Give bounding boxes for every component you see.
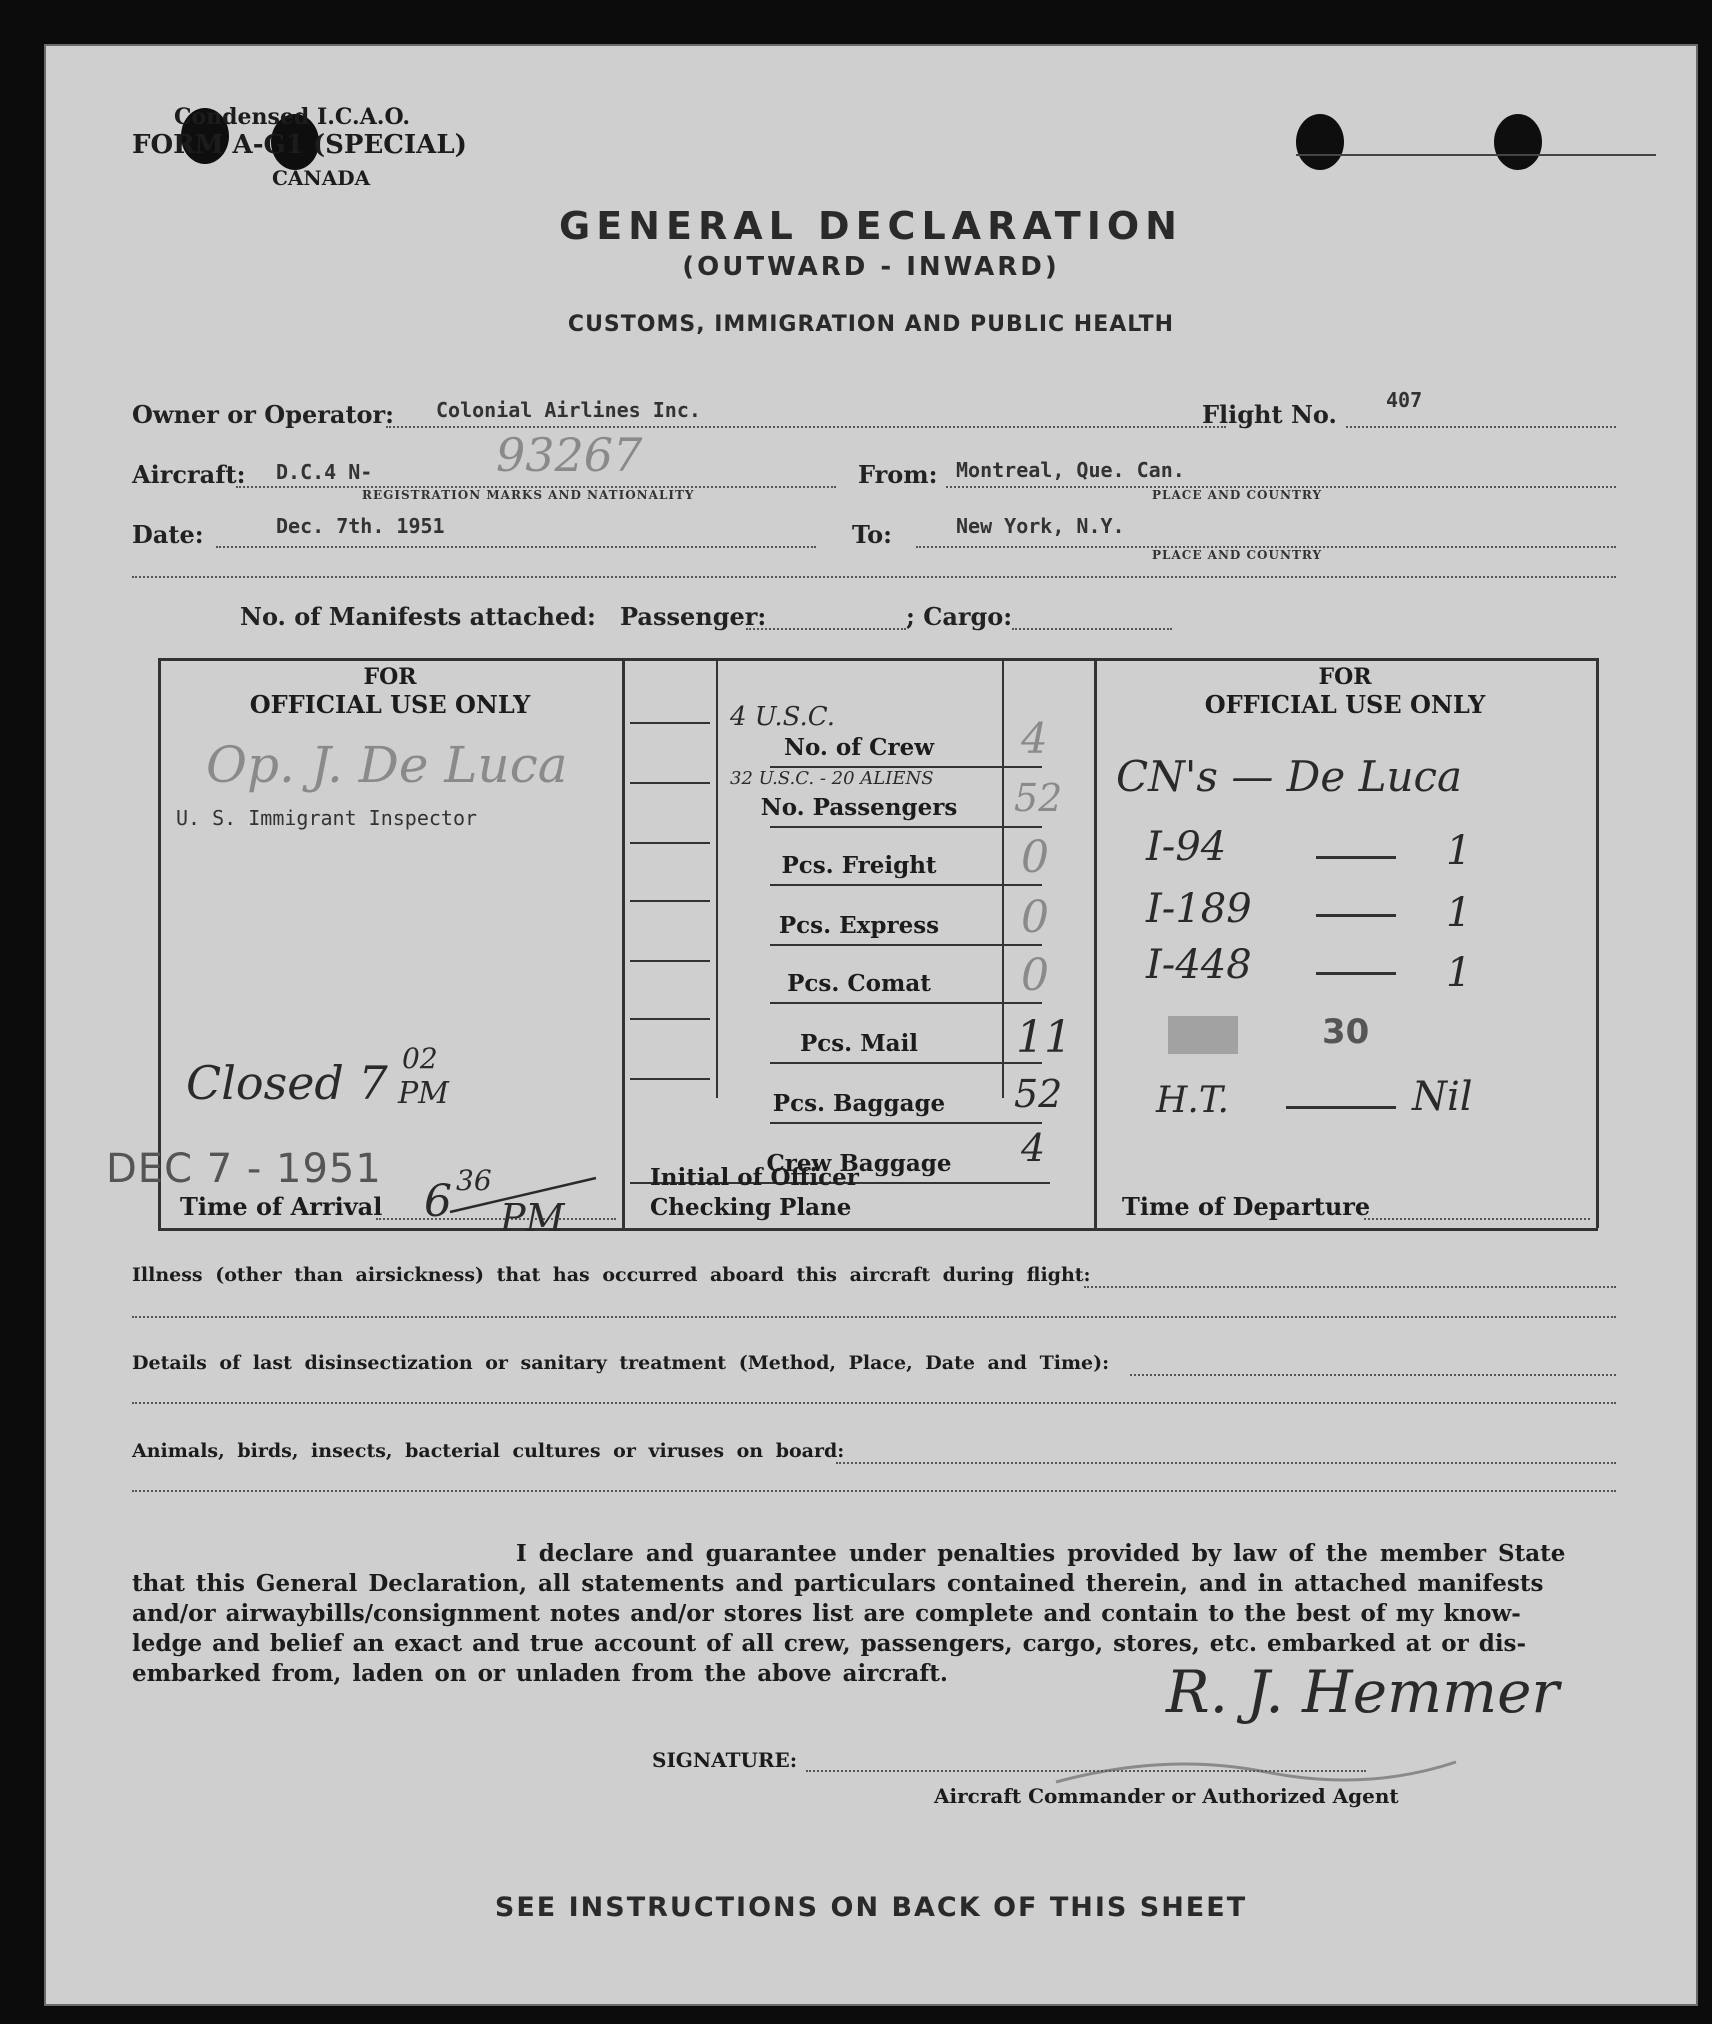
left-official-header-1: FOR <box>363 664 417 690</box>
table-left-border <box>158 658 161 1228</box>
footer-instructions: SEE INSTRUCTIONS ON BACK OF THIS SHEET <box>494 1892 1248 1923</box>
page-title: GENERAL DECLARATION <box>559 204 1183 248</box>
table-top-border <box>158 658 1598 661</box>
row-label-crew: No. of Crew <box>783 734 935 761</box>
value-comat: 0 <box>1021 950 1049 1001</box>
to-value: New York, N.Y. <box>956 514 1125 538</box>
date-label: Date: <box>132 520 204 549</box>
commander-signature: R. J. Hemmer <box>1166 1658 1560 1726</box>
stamp-number: 30 <box>1322 1012 1370 1052</box>
row-label-express: Pcs. Express <box>778 912 940 939</box>
value-mail: 11 <box>1016 1012 1072 1063</box>
disinsect-label: Details of last disinsectization or sanitary treatment (Method, Place, Date and Time): <box>132 1352 1110 1374</box>
aircraft-value: D.C.4 N- <box>276 460 373 484</box>
registration-caption: REGISTRATION MARKS AND NATIONALITY <box>362 488 695 502</box>
crew-annotation: 4 U.S.C. <box>730 702 835 732</box>
arrival-minutes: 36 <box>456 1164 492 1197</box>
passengers-annotation: 32 U.S.C. - 20 ALIENS <box>730 768 934 789</box>
table-right-border <box>1596 658 1599 1228</box>
form-i189-count: 1 <box>1446 890 1472 936</box>
row-label-comat: Pcs. Comat <box>787 970 931 997</box>
value-express: 0 <box>1021 892 1049 943</box>
closed-time-pm: PM <box>398 1076 449 1111</box>
declaration-line-1: I declare and guarantee under penalties provided by law of the member State <box>516 1540 1566 1567</box>
value-baggage: 52 <box>1014 1072 1063 1116</box>
form-line-1: Condensed I.C.A.O. <box>174 104 410 130</box>
form-line-3: CANADA <box>272 166 371 190</box>
date-value: Dec. 7th. 1951 <box>276 514 445 538</box>
declaration-line-5: embarked from, laden on or unladen from the above aircraft. <box>132 1660 948 1687</box>
owner-label: Owner or Operator: <box>132 400 395 429</box>
declaration-sheet <box>44 44 1698 2006</box>
right-official-header-1: FOR <box>1318 664 1372 690</box>
inspector-signature: Op. J. De Luca <box>206 736 568 794</box>
arrival-hour: 6 <box>424 1176 452 1227</box>
place-caption-1: PLACE AND COUNTRY <box>1152 488 1323 502</box>
form-i448: I-448 <box>1146 942 1252 988</box>
table-bottom-border <box>158 1228 1598 1231</box>
page-subtitle: (OUTWARD - INWARD) <box>682 252 1060 282</box>
closed-time-minutes: 02 <box>402 1042 438 1075</box>
manifest-cargo-label: ; Cargo: <box>906 602 1013 631</box>
value-passengers: 52 <box>1014 776 1063 820</box>
row-label-crew-baggage: Crew Baggage <box>766 1150 952 1177</box>
value-freight: 0 <box>1021 832 1049 883</box>
date-stamp: DEC 7 - 1951 <box>106 1146 382 1192</box>
flight-label: Flight No. <box>1202 400 1337 429</box>
declaration-line-2: that this General Declaration, all statements and particulars contained therein, and in attached manifests <box>132 1570 1544 1597</box>
punch-hole <box>1494 114 1542 170</box>
aircraft-label: Aircraft: <box>132 460 246 489</box>
right-note: CN's — De Luca <box>1116 752 1463 801</box>
departure-label: Time of Departure <box>1122 1192 1371 1221</box>
header-rule <box>1296 154 1656 156</box>
closed-time: Closed 7 <box>186 1056 388 1110</box>
signature-label: SIGNATURE: <box>652 1748 798 1772</box>
to-label: To: <box>852 520 892 549</box>
left-official-header-2: OFFICIAL USE ONLY <box>249 690 531 719</box>
row-label-freight: Pcs. Freight <box>781 852 937 879</box>
declaration-line-3: and/or airwaybills/consignment notes and/or stores list are complete and contain to the best of my know- <box>132 1600 1521 1627</box>
inspector-title: U. S. Immigrant Inspector <box>176 806 478 830</box>
row-label-mail: Pcs. Mail <box>799 1030 919 1057</box>
manifest-passenger-label: Passenger: <box>620 602 767 631</box>
from-label: From: <box>858 460 938 489</box>
place-caption-2: PLACE AND COUNTRY <box>1152 548 1323 562</box>
value-crew-baggage: 4 <box>1021 1126 1046 1170</box>
right-official-header-2: OFFICIAL USE ONLY <box>1204 690 1486 719</box>
ht-label: H.T. <box>1156 1080 1230 1121</box>
form-i448-count: 1 <box>1446 950 1472 996</box>
commander-label: Aircraft Commander or Authorized Agent <box>934 1784 1399 1808</box>
officer-initial-label-2: Checking Plane <box>650 1194 852 1221</box>
declaration-line-4: ledge and belief an exact and true account of all crew, passengers, cargo, stores, etc. embarked at or dis- <box>132 1630 1527 1657</box>
flight-value: 407 <box>1386 388 1423 412</box>
officer-initial-label-1: Initial of Officer <box>650 1164 859 1191</box>
from-value: Montreal, Que. Can. <box>956 458 1185 482</box>
row-label-baggage: Pcs. Baggage <box>772 1090 946 1117</box>
form-i189: I-189 <box>1146 886 1252 932</box>
owner-value: Colonial Airlines Inc. <box>436 398 701 422</box>
agency-subtitle: CUSTOMS, IMMIGRATION AND PUBLIC HEALTH <box>567 312 1175 337</box>
arrival-label: Time of Arrival <box>180 1192 383 1221</box>
manifests-label: No. of Manifests attached: <box>240 602 596 631</box>
smudged-stamp <box>1168 1016 1238 1054</box>
arrival-underline <box>446 1172 606 1232</box>
arrival-pm: PM <box>500 1196 565 1240</box>
aircraft-registration-handwritten: 93267 <box>496 428 643 482</box>
animals-label: Animals, birds, insects, bacterial cultures or viruses on board: <box>132 1440 845 1462</box>
illness-label: Illness (other than airsickness) that has occurred aboard this aircraft during flight: <box>132 1264 1091 1286</box>
ht-value: Nil <box>1412 1074 1473 1120</box>
form-line-2: FORM A-G1 (SPECIAL) <box>132 130 467 160</box>
form-i94: I-94 <box>1146 824 1227 870</box>
row-label-passengers: No. Passengers <box>760 794 958 821</box>
value-crew: 4 <box>1021 714 1048 763</box>
form-i94-count: 1 <box>1446 828 1472 874</box>
punch-hole <box>1296 114 1344 170</box>
